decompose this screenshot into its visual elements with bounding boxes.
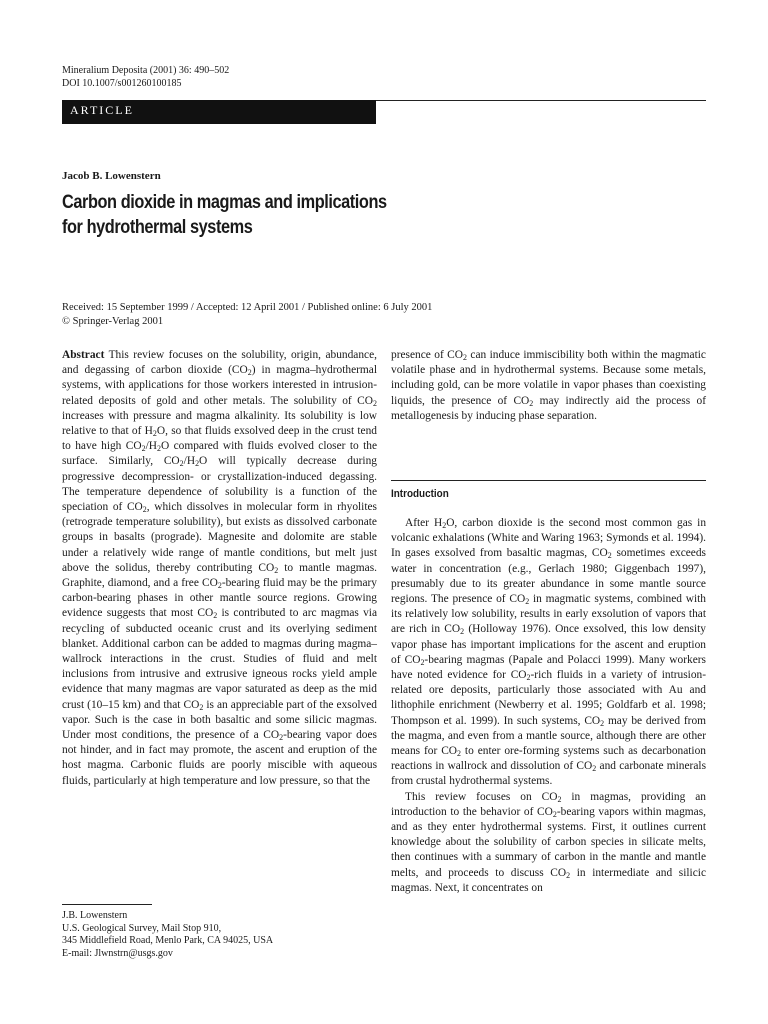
section-heading-introduction: Introduction bbox=[391, 488, 449, 500]
footnote-name: J.B. Lowenstern bbox=[62, 910, 128, 921]
journal-line: Mineralium Deposita (2001) 36: 490–502 bbox=[62, 65, 230, 76]
introduction-body bbox=[391, 516, 706, 896]
footnote-rule bbox=[62, 904, 152, 905]
intro-paragraph-2: This review focuses on $CO_2$ in magmas, providing an introduction to the behavior of $CO_2$-bearing vapors within magmas, and as they enter hydrothermal systems. First, it outlines current knowledge about the solubility of carbon species in silicate melts, then continues with a summary of carbon in the mantle and mantle melts, and proceeds to discuss $CO_2$ in intermediate and silicic magmas. Next, it concentrates on bbox=[391, 790, 706, 894]
abstract-text: This review focuses on the solubility, origin, abundance, and degassing of carbon dioxide $(CO_2)$ in magma–hydrothermal systems, with applications for those workers interested in intrusion-related deposits of gold and other metals. The solubility of $CO_2$ increases with pressure and magma alkalinity. Its solubility is low relative to that of $H_2O$, so that fluids exsolved deep in the crust tend to have high $CO_2/H_2O$ compared with fluids evolved closer to the surface. Similarly, $CO_2/H_2O$ will typically decrease during progressive decompression- or crystallization-induced degassing. The temperature dependence of solubility is a function of the speciation of $CO_2$, which dissolves in molecular form in rhyolites (retrograde temperature solubility), but exists as dissolved carbonate groups in basalts (prograde). Magnesite and dolomite are stable under a relatively wide range of mantle conditions, but melt just above the solidus, thereby contributing $CO_2$ to mantle magmas. Graphite, diamond, and a free $CO_2$-bearing fluid may be the primary carbon-bearing phases in other mantle source regions. Growing evidence suggests that most $CO_2$ is contributed to arc magmas via recycling of subducted oceanic crust and its overlying sediment blanket. Additional carbon can be added to magmas during magma–wallrock interactions in the crust. Studies of fluid and melt inclusions from intrusive and extrusive igneous rocks yield ample evidence that many magmas are vapor saturated as deep as the mid crust (10–15 km) and that $CO_2$ is an appreciable part of the exsolved vapor. Such is the case in both basaltic and some silicic magmas. Under most conditions, the presence of a $CO_2$-bearing vapor does not hinder, and in fact may promote, the ascent and eruption of the host magma. Carbonic fluids are poorly miscible with aqueous fluids, particularly at high temperature and low pressure, so that the bbox=[62, 349, 378, 787]
intro-paragraph-1: After $H_2O$, carbon dioxide is the second most common gas in volcanic exhalations (White and Waring 1963; Symonds et al. 1994). In gases exsolved from basaltic magmas, $CO_2$ sometimes exceeds water in concentration (e.g., Gerlach 1980; Giggenbach 1997), presumably due to its greater abundance in some mantle source regions. The presence of $CO_2$ in magmatic systems, combined with its relatively low solubility, results in early exsolution of vapors that are rich in $CO_2$ (Holloway 1976). Once exsolved, this low density vapor phase has important implications for the ascent and eruption of $CO_2$-bearing magmas (Papale and Polacci 1999). Many workers have noted evidence for $CO_2$-rich fluids in a variety of intrusion-related ore deposits, particularly those associated with Au and lithophile enrichment (Newberry et al. 1995; Goldfarb et al. 1998; Thompson et al. 1999). In such systems, $CO_2$ may be derived from the magma, and even from a mantle source, although there are other means for $CO_2$ to enter ore-forming systems such as decarbonation reactions in wallrock and dissolution of $CO_2$ and carbonate minerals from crustal hydrothermal systems. bbox=[391, 517, 707, 788]
footnote-affiliation-1: U.S. Geological Survey, Mail Stop 910, bbox=[62, 922, 222, 934]
author-name: Jacob B. Lowenstern bbox=[62, 170, 161, 182]
author-footnote bbox=[62, 910, 273, 960]
section-rule bbox=[391, 480, 706, 481]
abstract-label: Abstract bbox=[62, 349, 105, 361]
paper-title bbox=[62, 190, 492, 240]
copyright-line: © Springer-Verlag 2001 bbox=[62, 315, 164, 327]
right-column-top bbox=[391, 348, 706, 424]
received-line: Received: 15 September 1999 / Accepted: 12 April 2001 / Published online: 6 July 2001 bbox=[62, 302, 433, 313]
article-label: ARTICLE bbox=[70, 103, 134, 117]
footnote-affiliation-2: 345 Middlefield Road, Menlo Park, CA 94025, USA bbox=[62, 935, 274, 947]
journal-citation bbox=[62, 64, 229, 90]
abstract-column bbox=[62, 348, 377, 789]
abstract-continuation: presence of $CO_2$ can induce immiscibility both within the magmatic volatile phase and in hydrothermal systems. Because some metals, including gold, can be more volatile in vapor phases than coexisting liquids, the presence of $CO_2$ may indirectly aid the process of metallogenesis by inducing phase separation. bbox=[391, 349, 706, 422]
doi-line: DOI 10.1007/s001260100185 bbox=[62, 78, 182, 89]
footnote-email: E-mail: Jlwnstrn@usgs.gov bbox=[62, 947, 173, 959]
abstract-paragraph bbox=[62, 348, 377, 789]
publication-history bbox=[62, 301, 432, 328]
article-type-banner bbox=[62, 100, 376, 124]
title-line-1: Carbon dioxide in magmas and implications bbox=[62, 192, 387, 213]
title-line-2: for hydrothermal systems bbox=[62, 217, 253, 238]
header-rule bbox=[376, 100, 706, 101]
